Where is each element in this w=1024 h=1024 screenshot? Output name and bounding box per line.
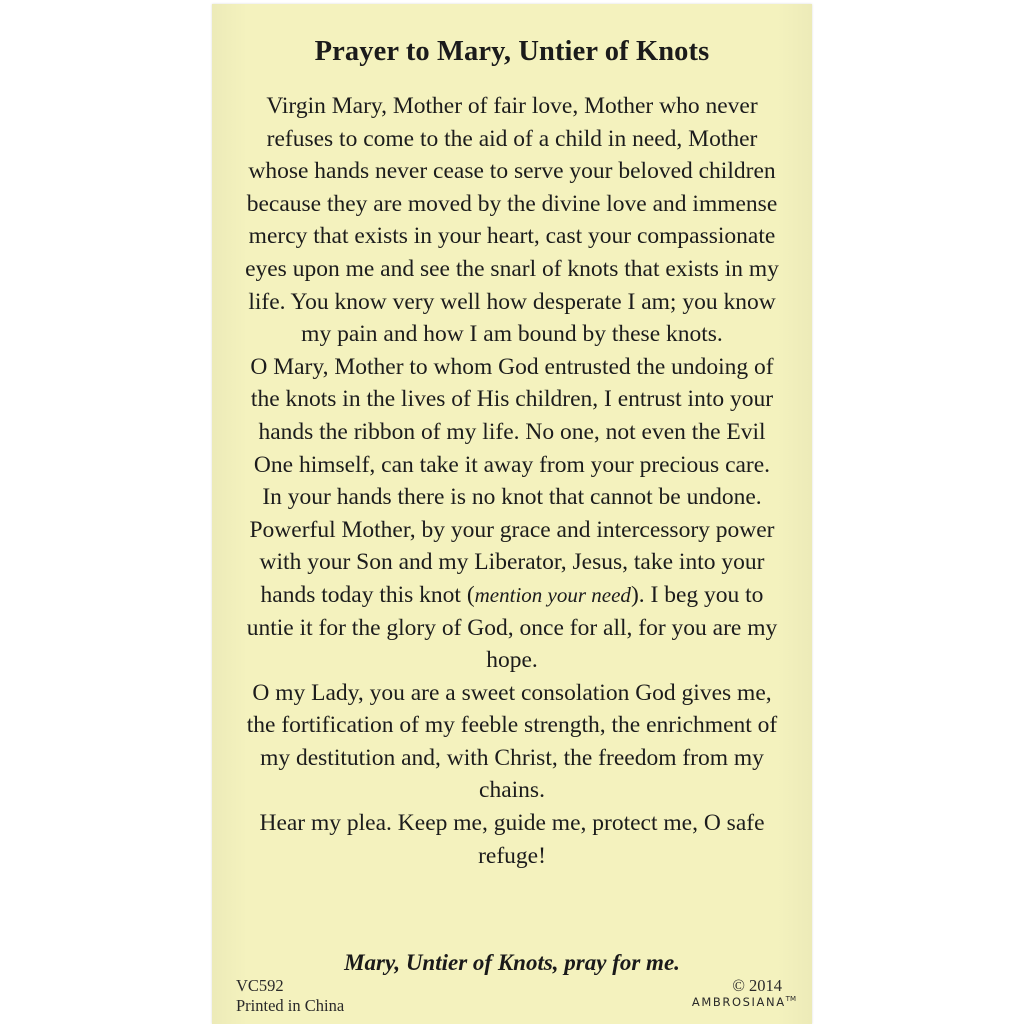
printed-in-label: Printed in China xyxy=(236,996,345,1015)
copyright-notice: © 2014 xyxy=(732,976,782,995)
prayer-paragraph-2: O Mary, Mother to whom God entrusted the undoing of the knots in the lives of His children, I entrust into your hands the ribbon of my life. No one, not even the Evil One himself, can take it away from your precious care. In your hands there is no knot that cannot be undone. xyxy=(250,353,774,511)
prayer-title: Prayer to Mary, Untier of Knots xyxy=(314,36,710,67)
product-code: VC592 xyxy=(236,976,284,995)
prayer-body xyxy=(242,90,782,872)
prayer-paragraph-5: Hear my plea. Keep me, guide me, protect me, O safe refuge! xyxy=(259,810,765,869)
closing-invocation: Mary, Untier of Knots, pray for me. xyxy=(344,950,680,975)
prayer-paragraph-1: Virgin Mary, Mother of fair love, Mother who never refuses to come to the aid of a child in need, Mother whose hands never cease to serve your beloved children because they are moved by the divine love and immense mercy that exists in your heart, cast your compassionate eyes upon me and see the snarl of knots that exists in my life. You know very well how desperate I am; you know my pain and how I am bound by these knots. xyxy=(245,93,779,348)
trademark-mark: TM xyxy=(785,995,796,1003)
prayer-paragraph-4: O my Lady, you are a sweet consolation God gives me, the fortification of my feeble strength, the enrichment of my destitution and, with Christ, the freedom from my chains. xyxy=(246,679,778,804)
publisher-brand: AMBROSIANA™ xyxy=(691,995,796,1009)
italic-instruction: mention your need xyxy=(474,582,631,607)
prayer-paragraph-3: Powerful Mother, by your grace and intercessory power with your Son and my Liberator, Jesus, take into your hands today this knot (mention your need). I beg you to untie it for the glory of God, once for all, for you are my hope. xyxy=(246,516,778,674)
prayer-card xyxy=(212,4,812,1024)
